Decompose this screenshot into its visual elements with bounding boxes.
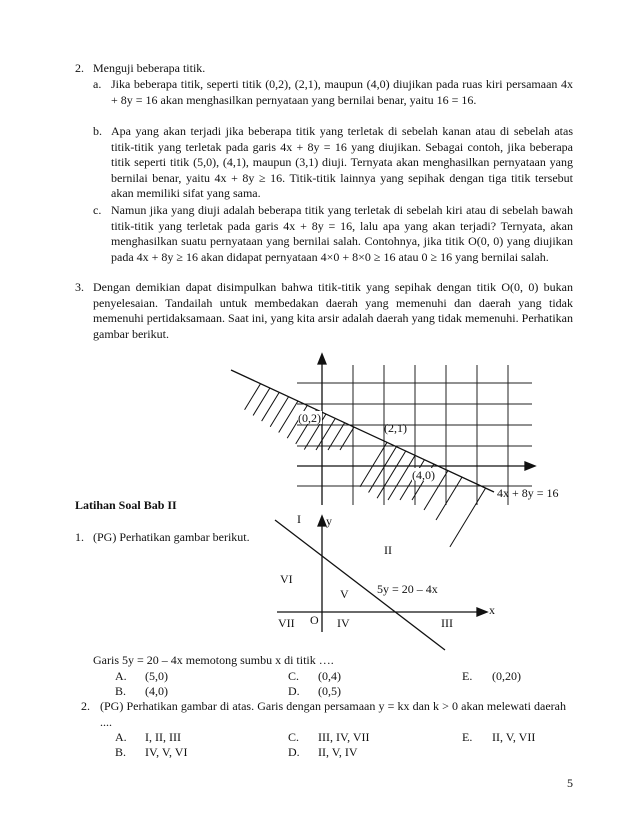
- figure1-point-2-1: (2,1): [384, 421, 407, 435]
- q1-option-b-text: (4,0): [145, 684, 168, 698]
- q2-option-a-text: I, II, III: [145, 730, 181, 744]
- q2-option-b-letter: B.: [115, 745, 127, 759]
- item3-number: 3.: [75, 280, 84, 294]
- q2-option-d-text: II, V, IV: [318, 745, 358, 759]
- region-VI-label: VI: [280, 572, 293, 586]
- figure1-point-4-0: (4,0): [412, 468, 435, 482]
- y-axis-label: y: [326, 514, 332, 528]
- item2a-text: Jika beberapa titik, seperti titik (0,2), (2,1), maupun (4,0) diujikan pada ruas kiri persamaan 4x + 8y = 16 akan menghasilkan pernyataan yang bernilai benar, yaitu 16 = 16.: [111, 77, 573, 107]
- q2-text: (PG) Perhatikan gambar di atas. Garis dengan persamaan y = kx dan k > 0 akan melewati daerah ....: [100, 699, 566, 729]
- item2b-text: Apa yang akan terjadi jika beberapa titik yang terletak di sebelah kanan atau di sebelah atas titik-titik yang terletak pada garis 4x + 8y = 16 yang diujikan. Sebagai contoh, jika beberapa titik seperti titik (5,0), (4,1), maupun (3,1) diuji. Ternyata akan menghasilkan pernyataan yang bernilai benar, yaitu 4x + 8y ≥ 16. Titik-titik lainnya yang sepihak dengan tiga titik tersebut akan memiliki sifat yang sama.: [111, 124, 573, 200]
- region-I-label: I: [297, 512, 301, 526]
- exercise-heading: Latihan Soal Bab II: [75, 498, 177, 512]
- q2-option-c-letter: C.: [288, 730, 300, 744]
- figure1-grid: [297, 365, 532, 505]
- origin-label: O: [310, 613, 319, 627]
- item2c-label: c.: [93, 203, 102, 217]
- q2-option-d-letter: D.: [288, 745, 300, 759]
- item2c-text: Namun jika yang diuji adalah beberapa titik yang terletak di sebelah kiri atau di sebelah bawah titik-titik yang terletak pada garis 4x + 8y = 16, lalu apa yang akan terjadi? Ternyata, akan menghasilkan suatu pernyataan yang bernilai salah. Contohnya, jika titik O(0, 0) yang diujikan pada 4x + 8y ≥ 16 akan didapat pernyataan 4×0 + 8×0 ≥ 16 atau 0 ≥ 16 yang bernilai salah.: [111, 203, 573, 264]
- item3-text: Dengan demikian dapat disimpulkan bahwa titik-titik yang sepihak dengan titik O(0, 0) bukan penyelesaian. Tandailah untuk membedakan daerah yang memenuhi dan daerah yang tidak memenuhi pertidaksamaan. Saat ini, yang kita arsir adalah daerah yang tidak memenuhi. Perhatikan gambar berikut.: [93, 280, 573, 341]
- q2-option-e-letter: E.: [462, 730, 473, 744]
- q1-option-e-letter: E.: [462, 669, 473, 683]
- item2-title: Menguji beberapa titik.: [93, 61, 206, 75]
- region-IV-label: IV: [337, 616, 350, 630]
- q1-number: 1.: [75, 530, 84, 544]
- q1-option-d-letter: D.: [288, 684, 300, 698]
- item2b-label: b.: [93, 124, 102, 138]
- figure1-line-label: 4x + 8y = 16: [497, 486, 559, 500]
- q1-option-c-text: (0,4): [318, 669, 341, 683]
- q1-option-e-text: (0,20): [492, 669, 521, 683]
- figure1-hatching: [220, 360, 557, 560]
- figure1-axes: [297, 354, 535, 505]
- region-VII-label: VII: [278, 616, 295, 630]
- figure1-point-0-2: (0,2): [298, 411, 321, 425]
- q1-option-a-letter: A.: [115, 669, 127, 683]
- q2-option-c-text: III, IV, VII: [318, 730, 370, 744]
- q1-option-a-text: (5,0): [145, 669, 168, 683]
- region-V-label: V: [340, 587, 349, 601]
- q2-number: 2.: [81, 699, 90, 713]
- figure2-axes: [277, 516, 487, 632]
- q2-option-a-letter: A.: [115, 730, 127, 744]
- q1-option-c-letter: C.: [288, 669, 300, 683]
- region-III-label: III: [441, 616, 453, 630]
- q2-option-b-text: IV, V, VI: [145, 745, 188, 759]
- page-number: 5: [567, 776, 573, 790]
- item2-number: 2.: [75, 61, 84, 75]
- figure1-line: [231, 370, 494, 492]
- region-II-label: II: [384, 543, 392, 557]
- x-axis-label: x: [489, 603, 495, 617]
- q1-question: Garis 5y = 20 – 4x memotong sumbu x di titik ….: [93, 653, 334, 667]
- q2-option-e-text: II, V, VII: [492, 730, 536, 744]
- q1-prompt: (PG) Perhatikan gambar berikut.: [93, 530, 250, 544]
- q1-option-b-letter: B.: [115, 684, 127, 698]
- item2a-label: a.: [93, 77, 102, 91]
- figure2-line-label: 5y = 20 – 4x: [377, 582, 438, 596]
- q1-option-d-text: (0,5): [318, 684, 341, 698]
